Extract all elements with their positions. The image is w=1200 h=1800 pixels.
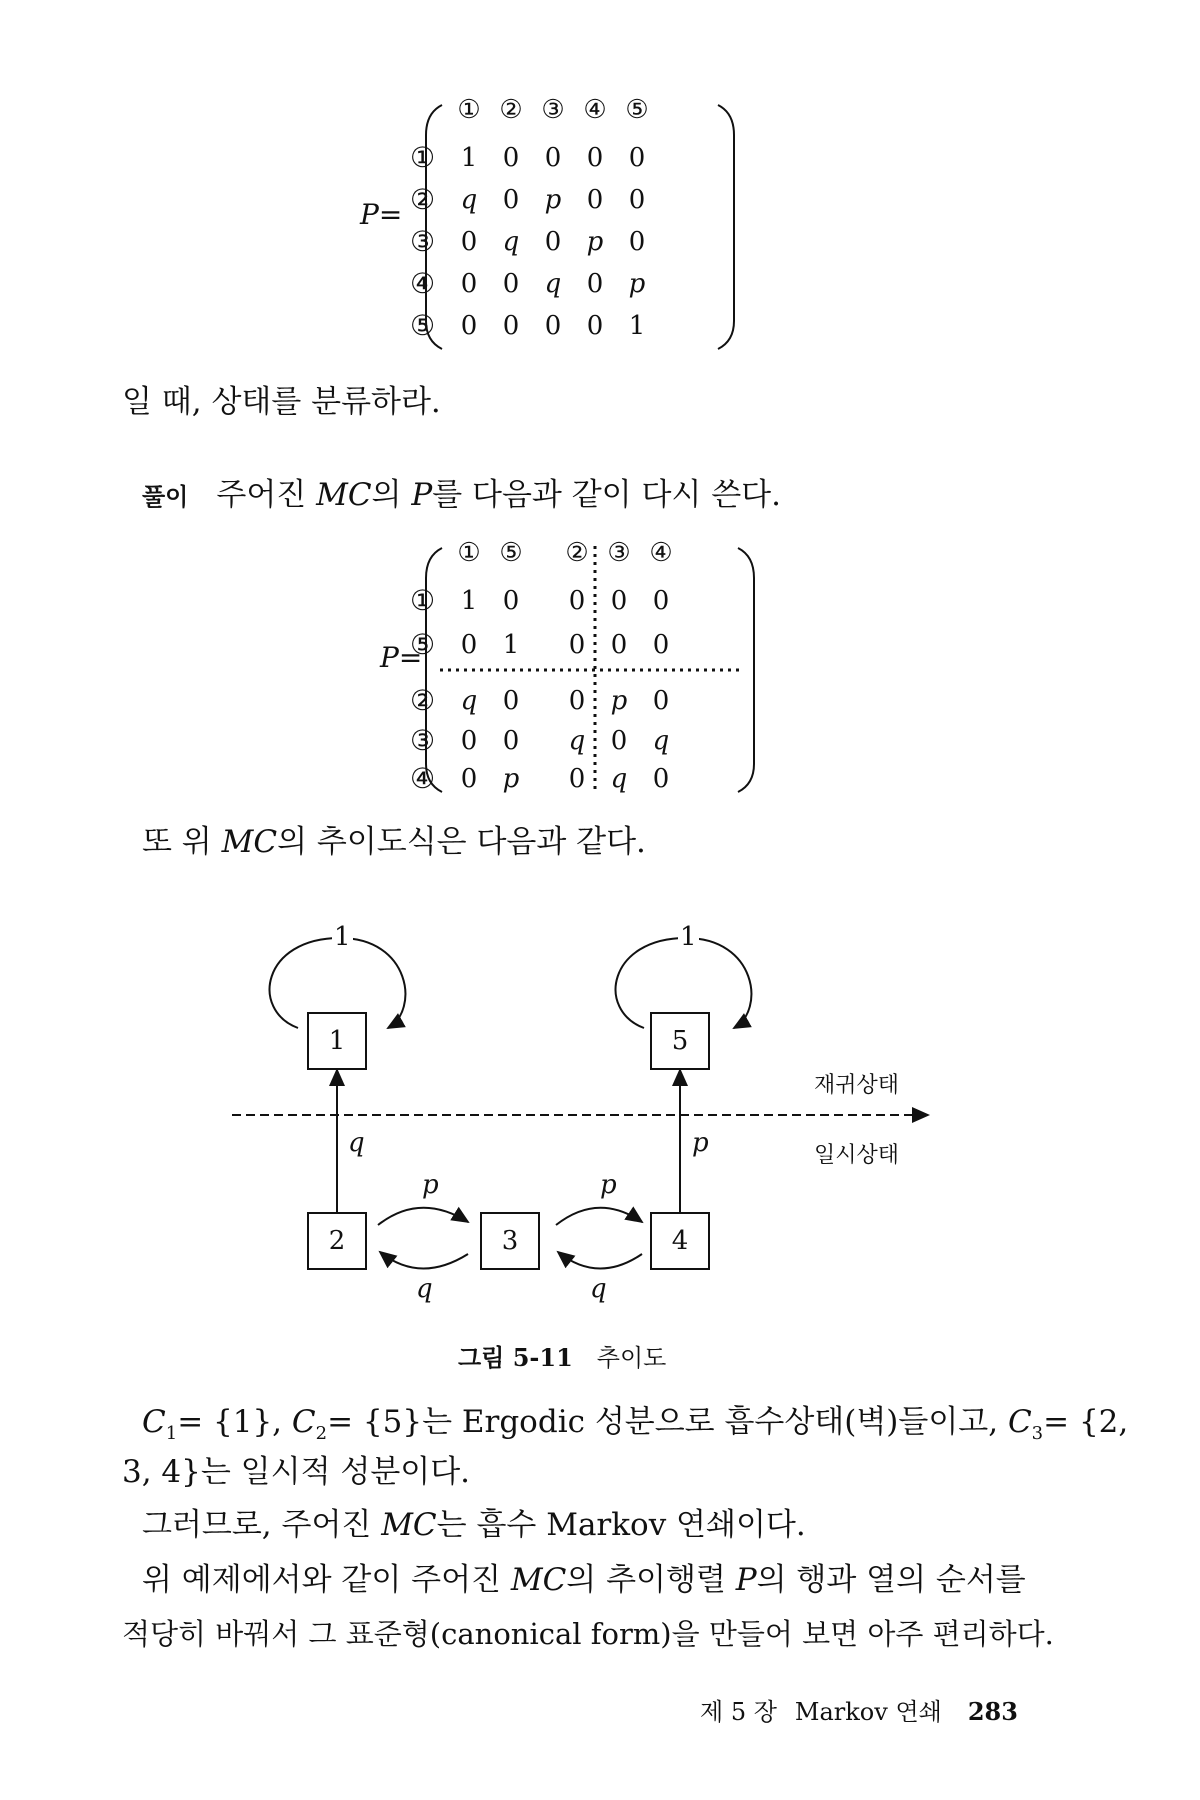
edge-3-2 xyxy=(380,1252,468,1269)
m2-cell: 0 xyxy=(502,586,520,616)
edge-label-q-3-2: q xyxy=(416,1274,433,1304)
label-recurrent: 재귀상태 xyxy=(814,1073,900,1098)
m2-row xyxy=(448,726,682,756)
caption-text: 추이도 xyxy=(596,1344,667,1372)
matrix-2 xyxy=(360,538,760,798)
m1-cell: p xyxy=(544,185,562,215)
state-node-1: 1 xyxy=(307,1012,367,1070)
m1-row xyxy=(448,185,658,215)
transition-diagram xyxy=(0,900,1200,1330)
m1-cell: 0 xyxy=(586,185,604,215)
state-node-5: 5 xyxy=(650,1012,710,1070)
m1-cell: 0 xyxy=(586,269,604,299)
para1-t3: = {2, xyxy=(1043,1404,1129,1440)
edge-4-3 xyxy=(558,1252,642,1269)
para1-t1: = {1}, xyxy=(177,1404,292,1440)
m2-cell: q xyxy=(652,726,670,756)
m1-cell: 0 xyxy=(628,185,646,215)
solution-text-b: 의 xyxy=(371,477,412,513)
matrix-1-header xyxy=(448,95,658,125)
para3-c: 의 행과 열의 순서를 xyxy=(756,1562,1026,1598)
m2-row-label: ④ xyxy=(410,762,436,795)
para1-c2: C xyxy=(291,1404,316,1440)
m2-col-header: ③ xyxy=(607,538,631,568)
m1-cell: 0 xyxy=(460,269,478,299)
m2-row-label: ② xyxy=(410,684,436,717)
edge-3-4 xyxy=(556,1208,642,1225)
m2-cell: 0 xyxy=(652,630,670,660)
m2-cell: 0 xyxy=(610,630,628,660)
m1-cell: 0 xyxy=(544,227,562,257)
m1-cell: 0 xyxy=(586,311,604,341)
para2-b: 는 흡수 Markov 연쇄이다. xyxy=(436,1507,806,1543)
para3-a: 위 예제에서와 같이 주어진 xyxy=(142,1562,511,1598)
para3-b: 의 추이행렬 xyxy=(566,1562,736,1598)
m1-cell: 0 xyxy=(502,269,520,299)
m2-cell: p xyxy=(502,764,520,794)
m2-row xyxy=(448,686,682,716)
state-node-4: 4 xyxy=(650,1212,710,1270)
self-loop-label-1: 1 xyxy=(334,922,351,952)
m2-cell: 0 xyxy=(568,586,586,616)
m1-col-header: ② xyxy=(499,95,523,125)
m2-cell: 0 xyxy=(568,764,586,794)
m2-row xyxy=(448,630,682,660)
m1-cell: 0 xyxy=(460,227,478,257)
m1-cell: 0 xyxy=(460,311,478,341)
state-node-2: 2 xyxy=(307,1212,367,1270)
solution-text-a: 주어진 xyxy=(216,477,317,513)
m1-col-header: ① xyxy=(457,95,481,125)
m2-cell: 0 xyxy=(652,686,670,716)
para3-mc: MC xyxy=(510,1562,567,1598)
m2-cell: 1 xyxy=(460,586,478,616)
edge-label-p-2-3: p xyxy=(422,1170,439,1200)
m1-cell: 1 xyxy=(628,311,646,341)
m1-cell: 0 xyxy=(586,143,604,173)
para3-p: P xyxy=(735,1562,757,1598)
m1-cell: 0 xyxy=(544,143,562,173)
m2-cell: 0 xyxy=(610,726,628,756)
para1-t2: = {5}는 Ergodic 성분으로 흡수상태(벽)들이고, xyxy=(327,1404,1008,1440)
m1-row-label: ④ xyxy=(410,267,436,300)
figure-caption xyxy=(458,1338,666,1373)
m1-cell: p xyxy=(628,269,646,299)
m1-cell: 0 xyxy=(502,311,520,341)
m2-cell: 0 xyxy=(502,726,520,756)
matrix-2-label: P= xyxy=(380,641,423,674)
m1-row-label: ② xyxy=(410,183,436,216)
matrix-1-label: P= xyxy=(360,198,403,231)
m2-col-header: ④ xyxy=(649,538,673,568)
diagram-intro xyxy=(142,822,646,862)
solution-label: 풀이 xyxy=(142,483,189,511)
footer-title: Markov 연쇄 xyxy=(794,1698,942,1726)
m2-cell: 0 xyxy=(652,586,670,616)
m2-cell: 0 xyxy=(652,764,670,794)
m1-row xyxy=(448,227,658,257)
edge-label-p-3-4: p xyxy=(600,1170,617,1200)
m2-cell: 0 xyxy=(568,686,586,716)
m1-cell: p xyxy=(586,227,604,257)
m2-col-header: ① xyxy=(457,538,481,568)
footer-chapter: 제 5 장 xyxy=(700,1698,777,1726)
page-footer xyxy=(700,1692,1018,1727)
m2-row-label: ③ xyxy=(410,724,436,757)
para1-s1: 1 xyxy=(165,1423,178,1445)
para1-s2: 2 xyxy=(315,1423,328,1445)
solution-mc: MC xyxy=(316,477,372,513)
caption-number: 그림 5-11 xyxy=(458,1343,573,1372)
m1-row xyxy=(448,311,658,341)
m1-cell: q xyxy=(544,269,562,299)
para1-c1: C xyxy=(142,1404,166,1440)
m2-row-label: ⑤ xyxy=(410,628,436,661)
matrix-1 xyxy=(360,95,740,355)
m2-cell: 0 xyxy=(460,630,478,660)
m2-cell: 0 xyxy=(502,686,520,716)
edge-2-3 xyxy=(378,1208,468,1225)
para1-s3: 3 xyxy=(1031,1423,1044,1445)
self-loop-label-5: 1 xyxy=(680,922,697,952)
paragraph-2 xyxy=(142,1505,806,1545)
matrix-2-brackets xyxy=(420,538,760,798)
m2-cell: 0 xyxy=(460,764,478,794)
m2-row xyxy=(448,586,682,616)
diagram-intro-mc: MC xyxy=(221,824,278,860)
matrix-2-header xyxy=(448,538,682,568)
paragraph-3-line-2: 적당히 바꿔서 그 표준형(canonical form)을 만들어 보면 아주 편리하다. xyxy=(122,1617,1054,1651)
m1-row-label: ③ xyxy=(410,225,436,258)
edge-label-q-2-1: q xyxy=(348,1128,365,1158)
solution-p: P xyxy=(411,477,433,513)
edge-label-q-4-3: q xyxy=(590,1274,607,1304)
m1-cell: 0 xyxy=(628,227,646,257)
diagram-intro-b: 의 추이도식은 다음과 같다. xyxy=(277,824,646,860)
m1-cell: 0 xyxy=(502,185,520,215)
paragraph-1-line-2: 3, 4}는 일시적 성분이다. xyxy=(122,1454,471,1490)
state-node-3: 3 xyxy=(480,1212,540,1270)
m2-cell: 1 xyxy=(502,630,520,660)
m1-col-header: ④ xyxy=(583,95,607,125)
m1-cell: q xyxy=(502,227,520,257)
m1-cell: 0 xyxy=(544,311,562,341)
m1-col-header: ③ xyxy=(541,95,565,125)
m2-cell: 0 xyxy=(460,726,478,756)
m1-cell: q xyxy=(460,185,478,215)
para2-mc: MC xyxy=(381,1507,437,1543)
m2-row-label: ① xyxy=(410,584,436,617)
m1-row-label: ⑤ xyxy=(410,309,436,342)
paragraph-1-line-1 xyxy=(142,1402,1128,1454)
diagram-intro-a: 또 위 xyxy=(142,824,222,860)
problem-line: 일 때, 상태를 분류하라. xyxy=(122,384,441,420)
m1-row xyxy=(448,143,658,173)
solution-text-c: 를 다음과 같이 다시 쓴다. xyxy=(432,477,781,513)
m2-cell: 0 xyxy=(568,630,586,660)
para1-c3: C xyxy=(1007,1404,1032,1440)
edge-label-p-4-5: p xyxy=(692,1128,709,1158)
m1-col-header: ⑤ xyxy=(625,95,649,125)
m2-cell: q xyxy=(610,764,628,794)
m2-cell: 0 xyxy=(610,586,628,616)
m1-row-label: ① xyxy=(410,141,436,174)
label-transient: 일시상태 xyxy=(814,1143,900,1168)
paragraph-3-line-1 xyxy=(142,1560,1026,1600)
m2-col-header: ② xyxy=(565,538,589,568)
m2-cell: p xyxy=(610,686,628,716)
solution-line xyxy=(142,475,781,517)
footer-page-number: 283 xyxy=(967,1697,1018,1726)
m1-cell: 0 xyxy=(502,143,520,173)
diagram-edges xyxy=(0,900,1200,1330)
para2-a: 그러므로, 주어진 xyxy=(142,1507,382,1543)
m2-cell: q xyxy=(568,726,586,756)
m1-cell: 1 xyxy=(460,143,478,173)
m1-row xyxy=(448,269,658,299)
m1-cell: 0 xyxy=(628,143,646,173)
m2-row xyxy=(448,764,682,794)
m2-col-header: ⑤ xyxy=(499,538,523,568)
m2-cell: q xyxy=(460,686,478,716)
